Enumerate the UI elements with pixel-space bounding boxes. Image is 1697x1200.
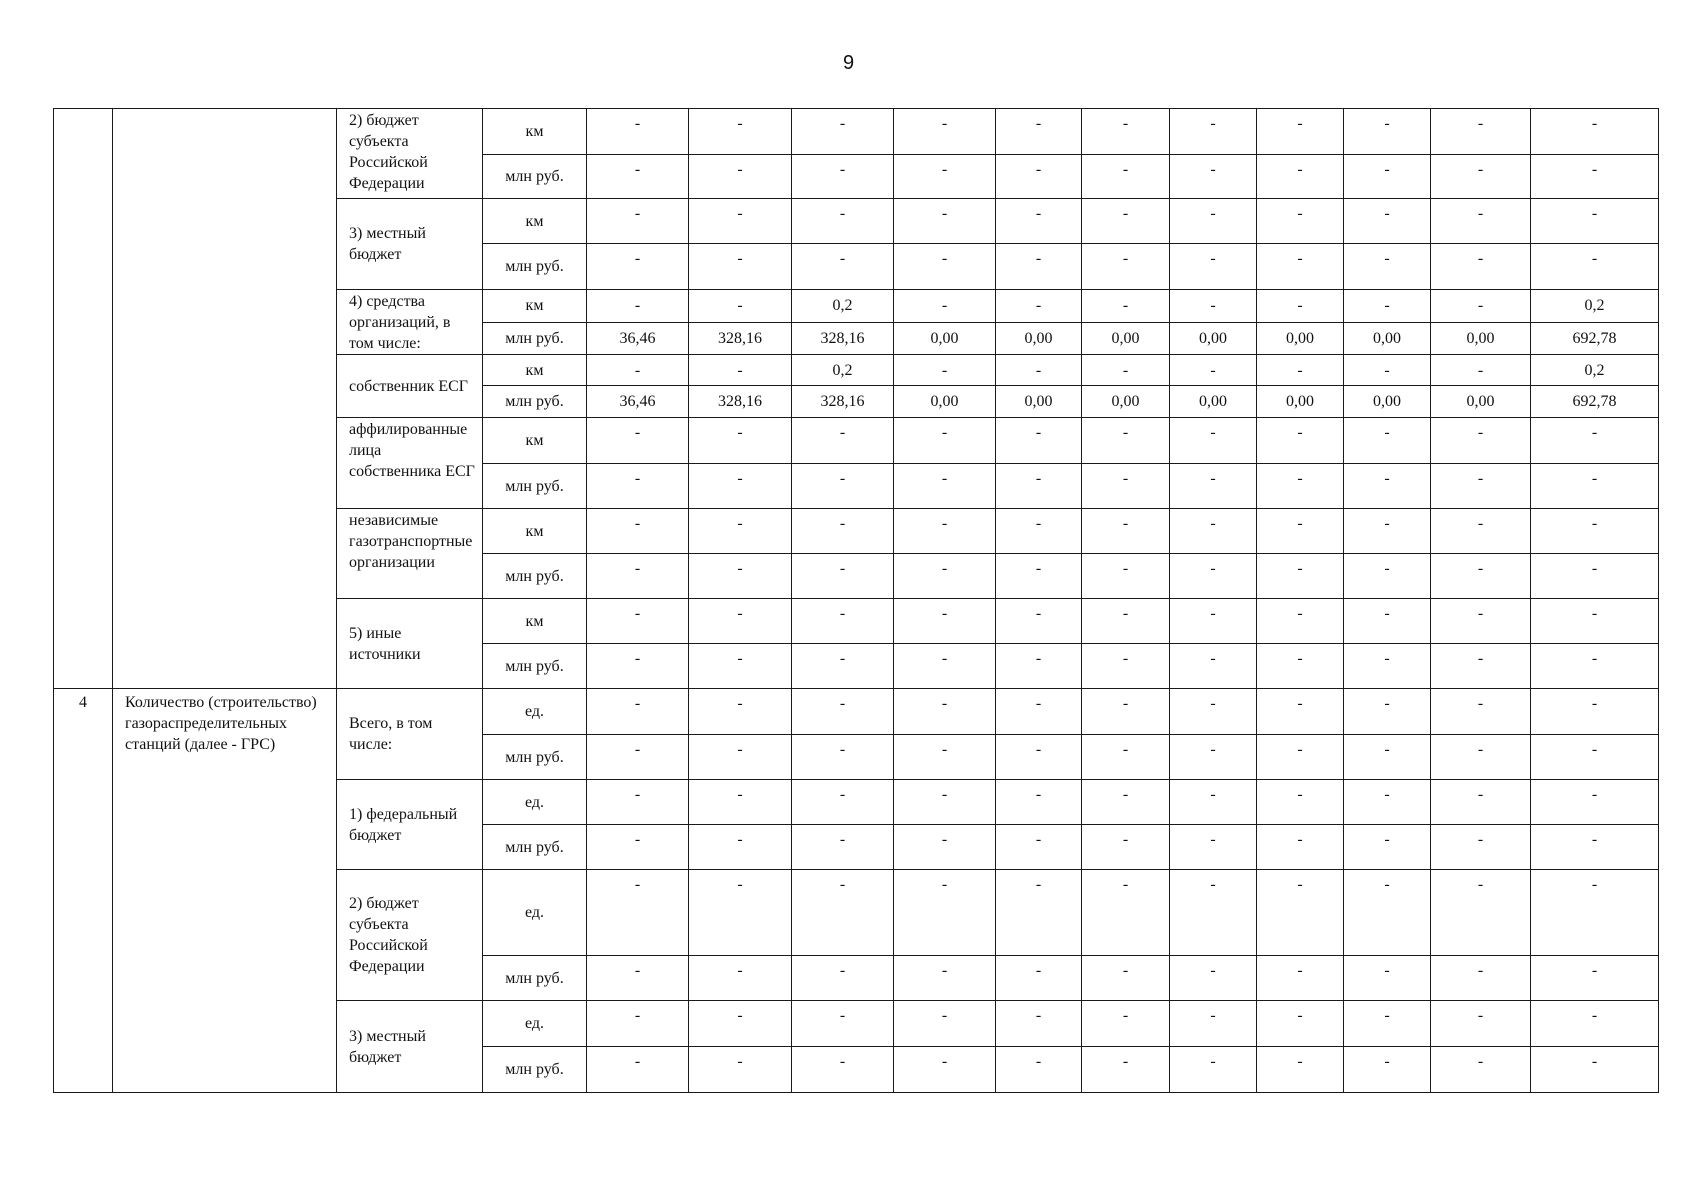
value-cell: - xyxy=(996,244,1082,290)
indicator-name-cell xyxy=(113,689,337,1093)
value-cell: - xyxy=(587,599,689,644)
value-cell: 0,00 xyxy=(1082,386,1170,418)
value-cell: - xyxy=(1531,780,1659,825)
unit-cell: млн руб. xyxy=(483,155,587,199)
value-cell: - xyxy=(996,464,1082,509)
value-cell: - xyxy=(1170,554,1257,599)
value-cell: - xyxy=(894,644,996,689)
value-cell: - xyxy=(1431,689,1531,735)
value-cell: - xyxy=(792,956,894,1001)
value-cell: - xyxy=(1082,870,1170,956)
value-cell: - xyxy=(1257,1001,1344,1047)
funding-source-label: 2) бюджет субъекта Российской Федерации xyxy=(349,112,428,192)
value-cell: - xyxy=(587,418,689,464)
value-cell: - xyxy=(1431,418,1531,464)
value-cell: - xyxy=(689,780,792,825)
value-cell: - xyxy=(996,644,1082,689)
value-cell: - xyxy=(1431,735,1531,780)
table-row xyxy=(54,109,1659,155)
value-cell: 0,00 xyxy=(1431,322,1531,355)
value-cell: - xyxy=(1082,1047,1170,1093)
value-cell: - xyxy=(1082,155,1170,199)
value-cell: - xyxy=(1082,418,1170,464)
value-cell: - xyxy=(689,418,792,464)
value-cell: - xyxy=(792,155,894,199)
value-cell: - xyxy=(1431,825,1531,870)
value-cell: - xyxy=(996,509,1082,554)
value-cell: - xyxy=(894,780,996,825)
value-cell: - xyxy=(1082,644,1170,689)
value-cell: - xyxy=(689,956,792,1001)
page-number: 9 xyxy=(842,52,855,74)
value-cell: - xyxy=(1431,244,1531,290)
unit-cell: ед. xyxy=(483,870,587,956)
value-cell: - xyxy=(792,554,894,599)
value-cell: - xyxy=(1531,1001,1659,1047)
value-cell: - xyxy=(1531,554,1659,599)
value-cell: - xyxy=(792,1001,894,1047)
value-cell: - xyxy=(1344,1047,1431,1093)
value-cell: - xyxy=(1257,509,1344,554)
value-cell: - xyxy=(689,735,792,780)
value-cell: - xyxy=(1344,780,1431,825)
value-cell: - xyxy=(1531,735,1659,780)
value-cell: 0,2 xyxy=(1531,355,1659,386)
value-cell: - xyxy=(689,870,792,956)
funding-source-label: 1) федеральный бюджет xyxy=(349,805,458,844)
value-cell: - xyxy=(1257,355,1344,386)
value-cell: - xyxy=(587,199,689,244)
investment-table xyxy=(53,108,1659,1093)
value-cell: - xyxy=(1431,355,1531,386)
value-cell: - xyxy=(1257,956,1344,1001)
source-cell xyxy=(337,780,483,870)
source-cell xyxy=(337,509,483,599)
value-cell: - xyxy=(1431,509,1531,554)
value-cell: 328,16 xyxy=(689,386,792,418)
value-cell: - xyxy=(1531,870,1659,956)
value-cell: - xyxy=(1531,199,1659,244)
value-cell: - xyxy=(1170,825,1257,870)
value-cell: - xyxy=(1431,155,1531,199)
source-cell xyxy=(337,599,483,689)
value-cell: - xyxy=(689,464,792,509)
value-cell: - xyxy=(996,780,1082,825)
value-cell: - xyxy=(587,109,689,155)
row-number-cell xyxy=(54,689,113,1093)
value-cell: - xyxy=(1082,689,1170,735)
value-cell: 0,00 xyxy=(1344,322,1431,355)
value-cell: - xyxy=(587,780,689,825)
value-cell: - xyxy=(1257,780,1344,825)
value-cell: - xyxy=(587,155,689,199)
value-cell: - xyxy=(1431,290,1531,323)
value-cell: 0,00 xyxy=(1082,322,1170,355)
value-cell: - xyxy=(1531,155,1659,199)
value-cell: - xyxy=(1344,956,1431,1001)
value-cell: - xyxy=(1531,599,1659,644)
value-cell: - xyxy=(689,355,792,386)
value-cell: - xyxy=(689,689,792,735)
value-cell: - xyxy=(1257,870,1344,956)
unit-cell: км xyxy=(483,199,587,244)
value-cell: 0,2 xyxy=(1531,290,1659,323)
value-cell: - xyxy=(1344,735,1431,780)
value-cell: - xyxy=(1344,689,1431,735)
value-cell: - xyxy=(1531,689,1659,735)
unit-cell: млн руб. xyxy=(483,322,587,355)
value-cell: - xyxy=(1344,418,1431,464)
value-cell: - xyxy=(996,554,1082,599)
value-cell: - xyxy=(1257,418,1344,464)
value-cell: - xyxy=(1431,870,1531,956)
value-cell: - xyxy=(587,735,689,780)
value-cell: - xyxy=(689,244,792,290)
value-cell: - xyxy=(894,464,996,509)
unit-cell: млн руб. xyxy=(483,825,587,870)
source-cell xyxy=(337,689,483,780)
unit-cell: км xyxy=(483,509,587,554)
value-cell: - xyxy=(1170,1001,1257,1047)
value-cell: - xyxy=(1170,780,1257,825)
value-cell: - xyxy=(1431,1001,1531,1047)
value-cell: - xyxy=(894,825,996,870)
value-cell: 0,00 xyxy=(894,322,996,355)
value-cell: 328,16 xyxy=(689,322,792,355)
value-cell: - xyxy=(1344,155,1431,199)
value-cell: - xyxy=(1257,199,1344,244)
value-cell: - xyxy=(689,155,792,199)
source-cell xyxy=(337,870,483,1001)
value-cell: - xyxy=(996,355,1082,386)
value-cell: - xyxy=(1170,199,1257,244)
value-cell: - xyxy=(894,509,996,554)
value-cell: - xyxy=(1170,689,1257,735)
value-cell: - xyxy=(1170,355,1257,386)
value-cell: - xyxy=(1257,290,1344,323)
value-cell: - xyxy=(792,464,894,509)
value-cell: - xyxy=(1257,644,1344,689)
value-cell: - xyxy=(1431,554,1531,599)
value-cell: - xyxy=(1082,509,1170,554)
value-cell: - xyxy=(1344,355,1431,386)
value-cell: - xyxy=(1257,735,1344,780)
unit-cell: млн руб. xyxy=(483,956,587,1001)
value-cell: - xyxy=(792,1047,894,1093)
row-number-cell xyxy=(54,109,113,689)
source-cell xyxy=(337,418,483,509)
value-cell: - xyxy=(587,644,689,689)
value-cell: 0,00 xyxy=(1257,386,1344,418)
value-cell: - xyxy=(1431,780,1531,825)
value-cell: - xyxy=(1344,199,1431,244)
value-cell: - xyxy=(792,735,894,780)
value-cell: - xyxy=(1170,735,1257,780)
value-cell: - xyxy=(1344,825,1431,870)
funding-source-label: собственник ЕСГ xyxy=(349,377,469,395)
value-cell: - xyxy=(1082,355,1170,386)
value-cell: - xyxy=(689,599,792,644)
unit-cell: км xyxy=(483,355,587,386)
value-cell: - xyxy=(894,244,996,290)
value-cell: - xyxy=(792,780,894,825)
value-cell: - xyxy=(792,199,894,244)
value-cell: - xyxy=(1257,689,1344,735)
unit-cell: млн руб. xyxy=(483,644,587,689)
value-cell: - xyxy=(996,870,1082,956)
value-cell: - xyxy=(1531,956,1659,1001)
value-cell: - xyxy=(1170,464,1257,509)
value-cell: - xyxy=(894,109,996,155)
value-cell: 0,2 xyxy=(792,355,894,386)
value-cell: - xyxy=(996,199,1082,244)
value-cell: - xyxy=(689,554,792,599)
unit-cell: км xyxy=(483,290,587,323)
value-cell: - xyxy=(1170,290,1257,323)
source-cell xyxy=(337,199,483,290)
value-cell: - xyxy=(792,689,894,735)
value-cell: - xyxy=(1170,155,1257,199)
value-cell: - xyxy=(1531,825,1659,870)
value-cell: - xyxy=(1170,644,1257,689)
row-number: 4 xyxy=(79,694,87,711)
value-cell: - xyxy=(1431,464,1531,509)
value-cell: - xyxy=(587,464,689,509)
value-cell: - xyxy=(1257,825,1344,870)
value-cell: - xyxy=(1531,644,1659,689)
value-cell: 0,00 xyxy=(1431,386,1531,418)
value-cell: - xyxy=(587,689,689,735)
value-cell: - xyxy=(1170,870,1257,956)
value-cell: - xyxy=(1531,509,1659,554)
value-cell: - xyxy=(689,509,792,554)
value-cell: - xyxy=(894,290,996,323)
funding-source-label: аффилированные лица собственника ЕСГ xyxy=(349,421,475,480)
value-cell: - xyxy=(1082,780,1170,825)
value-cell: 692,78 xyxy=(1531,386,1659,418)
value-cell: - xyxy=(894,599,996,644)
funding-source-label: 2) бюджет субъекта Российской Федерации xyxy=(349,895,428,975)
value-cell: - xyxy=(1257,109,1344,155)
value-cell: - xyxy=(894,735,996,780)
value-cell: 328,16 xyxy=(792,322,894,355)
value-cell: - xyxy=(1344,599,1431,644)
funding-source-label: 5) иные источники xyxy=(349,624,421,663)
value-cell: - xyxy=(1082,735,1170,780)
funding-source-label: 3) местный бюджет xyxy=(349,225,426,263)
value-cell: - xyxy=(894,1001,996,1047)
value-cell: 36,46 xyxy=(587,386,689,418)
value-cell: - xyxy=(587,554,689,599)
value-cell: - xyxy=(1344,109,1431,155)
value-cell: 0,00 xyxy=(1257,322,1344,355)
value-cell: - xyxy=(894,418,996,464)
unit-cell: км xyxy=(483,418,587,464)
value-cell: - xyxy=(689,290,792,323)
value-cell: - xyxy=(1082,199,1170,244)
value-cell: - xyxy=(894,689,996,735)
value-cell: - xyxy=(1344,554,1431,599)
value-cell: - xyxy=(1170,109,1257,155)
value-cell: - xyxy=(689,199,792,244)
value-cell: - xyxy=(1344,644,1431,689)
value-cell: - xyxy=(996,418,1082,464)
value-cell: - xyxy=(1082,464,1170,509)
value-cell: - xyxy=(792,509,894,554)
value-cell: - xyxy=(587,290,689,323)
value-cell: 0,2 xyxy=(792,290,894,323)
value-cell: - xyxy=(894,155,996,199)
value-cell: - xyxy=(1531,1047,1659,1093)
table-row xyxy=(54,689,1659,735)
value-cell: - xyxy=(689,1047,792,1093)
value-cell: 0,00 xyxy=(1170,322,1257,355)
unit-cell: млн руб. xyxy=(483,1047,587,1093)
funding-source-label: Всего, в том числе: xyxy=(349,715,433,753)
value-cell: - xyxy=(587,825,689,870)
value-cell: 328,16 xyxy=(792,386,894,418)
unit-cell: млн руб. xyxy=(483,554,587,599)
value-cell: - xyxy=(792,870,894,956)
value-cell: - xyxy=(894,1047,996,1093)
value-cell: - xyxy=(792,644,894,689)
value-cell: - xyxy=(1531,244,1659,290)
unit-cell: ед. xyxy=(483,689,587,735)
value-cell: - xyxy=(1257,155,1344,199)
source-cell xyxy=(337,109,483,199)
value-cell: - xyxy=(1344,290,1431,323)
value-cell: - xyxy=(1257,554,1344,599)
value-cell: - xyxy=(1082,554,1170,599)
value-cell: - xyxy=(996,290,1082,323)
value-cell: - xyxy=(792,109,894,155)
source-cell xyxy=(337,290,483,355)
value-cell: - xyxy=(1344,870,1431,956)
value-cell: - xyxy=(996,956,1082,1001)
value-cell: - xyxy=(1082,825,1170,870)
unit-cell: км xyxy=(483,599,587,644)
value-cell: - xyxy=(1082,244,1170,290)
funding-source-label: 3) местный бюджет xyxy=(349,1027,426,1066)
value-cell: 0,00 xyxy=(996,386,1082,418)
value-cell: - xyxy=(1531,109,1659,155)
value-cell: - xyxy=(1257,464,1344,509)
value-cell: - xyxy=(1531,464,1659,509)
value-cell: - xyxy=(587,1001,689,1047)
value-cell: - xyxy=(689,109,792,155)
value-cell: - xyxy=(1257,1047,1344,1093)
value-cell: - xyxy=(587,355,689,386)
unit-cell: км xyxy=(483,109,587,155)
value-cell: - xyxy=(792,418,894,464)
value-cell: - xyxy=(587,244,689,290)
value-cell: - xyxy=(1082,290,1170,323)
source-cell xyxy=(337,1001,483,1093)
value-cell: - xyxy=(996,825,1082,870)
value-cell: - xyxy=(996,155,1082,199)
value-cell: - xyxy=(1431,599,1531,644)
source-cell xyxy=(337,355,483,418)
value-cell: - xyxy=(894,956,996,1001)
unit-cell: млн руб. xyxy=(483,244,587,290)
value-cell: - xyxy=(689,825,792,870)
value-cell: - xyxy=(1082,599,1170,644)
value-cell: - xyxy=(996,735,1082,780)
value-cell: - xyxy=(1170,244,1257,290)
value-cell: - xyxy=(587,870,689,956)
value-cell: 0,00 xyxy=(894,386,996,418)
value-cell: - xyxy=(1431,109,1531,155)
value-cell: - xyxy=(1344,509,1431,554)
value-cell: - xyxy=(1431,199,1531,244)
funding-source-label: независимые газотранспортные организации xyxy=(349,512,473,571)
value-cell: 0,00 xyxy=(1170,386,1257,418)
value-cell: - xyxy=(996,689,1082,735)
value-cell: - xyxy=(1257,599,1344,644)
value-cell: - xyxy=(1344,1001,1431,1047)
value-cell: - xyxy=(1170,509,1257,554)
unit-cell: ед. xyxy=(483,1001,587,1047)
value-cell: - xyxy=(792,825,894,870)
value-cell: 0,00 xyxy=(996,322,1082,355)
value-cell: - xyxy=(1257,244,1344,290)
value-cell: - xyxy=(894,199,996,244)
value-cell: - xyxy=(894,870,996,956)
value-cell: - xyxy=(1170,956,1257,1001)
value-cell: - xyxy=(1170,1047,1257,1093)
value-cell: 0,00 xyxy=(1344,386,1431,418)
unit-cell: млн руб. xyxy=(483,386,587,418)
unit-cell: ед. xyxy=(483,780,587,825)
value-cell: - xyxy=(1431,1047,1531,1093)
value-cell: - xyxy=(587,1047,689,1093)
value-cell: - xyxy=(1082,109,1170,155)
value-cell: - xyxy=(1170,418,1257,464)
value-cell: - xyxy=(996,599,1082,644)
value-cell: 692,78 xyxy=(1531,322,1659,355)
value-cell: - xyxy=(1431,644,1531,689)
value-cell: - xyxy=(587,956,689,1001)
value-cell: - xyxy=(689,1001,792,1047)
value-cell: - xyxy=(894,554,996,599)
value-cell: - xyxy=(792,244,894,290)
value-cell: - xyxy=(996,1001,1082,1047)
value-cell: - xyxy=(1431,956,1531,1001)
value-cell: - xyxy=(1344,244,1431,290)
value-cell: - xyxy=(996,109,1082,155)
value-cell: - xyxy=(792,599,894,644)
funding-source-label: 4) средства организаций, в том числе: xyxy=(349,293,451,352)
value-cell: - xyxy=(996,1047,1082,1093)
indicator-name-cell xyxy=(113,109,337,689)
value-cell: - xyxy=(587,509,689,554)
value-cell: - xyxy=(894,355,996,386)
indicator-name: Количество (строительство) газораспределительных станций (далее - ГРС) xyxy=(125,694,317,753)
unit-cell: млн руб. xyxy=(483,735,587,780)
value-cell: 36,46 xyxy=(587,322,689,355)
unit-cell: млн руб. xyxy=(483,464,587,509)
value-cell: - xyxy=(1082,1001,1170,1047)
value-cell: - xyxy=(1344,464,1431,509)
value-cell: - xyxy=(1082,956,1170,1001)
value-cell: - xyxy=(689,644,792,689)
value-cell: - xyxy=(1531,418,1659,464)
value-cell: - xyxy=(1170,599,1257,644)
